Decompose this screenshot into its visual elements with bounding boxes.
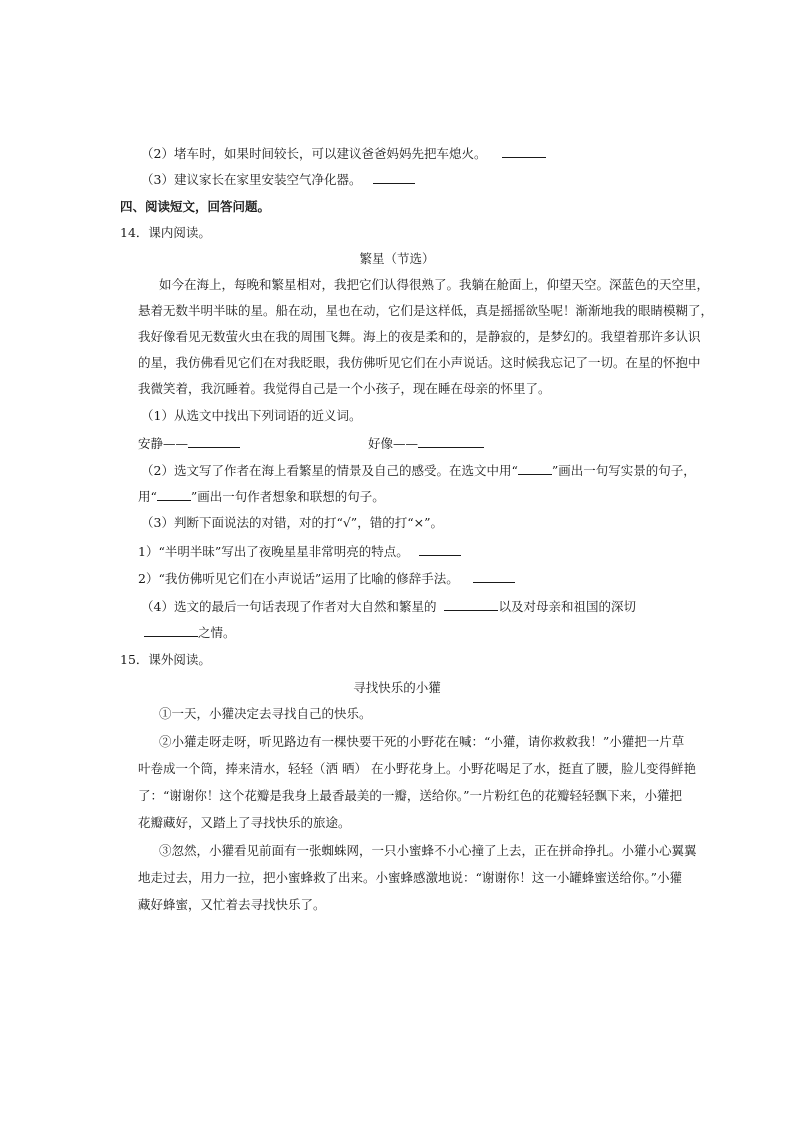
section-heading: 四、阅读短文，回答问题。 [120,199,271,214]
synonym-item-a [138,435,240,452]
story-line: ③忽然，小獾看见前面有一张蜘蛛网，一只小蜜蜂不小心撞了上去，正在拼命挣扎。小獾小心翼翼 [159,843,697,858]
story-line: 花瓣藏好，又踏上了寻找快乐的旅途。 [138,815,351,830]
story-line: ②小獾走呀走呀，听见路边有一棵快要干死的小野花在喊：“小獾，请你救救我！”小獾把一片草 [159,734,685,749]
judge-item-2 [138,570,515,587]
answer-blank[interactable] [419,543,461,556]
answer-blank[interactable] [418,435,484,448]
sub-question-4-tail: 以及对母亲和祖国的深切 [498,599,636,614]
passage-line: 我微笑着，我沉睡着。我觉得自己是一个小孩子，现在睡在母亲的怀里了。 [138,381,551,396]
story-line: 藏好蜂蜜，又忙着去寻找快乐了。 [138,897,326,912]
sub-question-4-text: （4）选文的最后一句话表现了作者对大自然和繁星的 [141,599,437,614]
story-line: 地走过去，用力一拉，把小蜜蜂救了出来。小蜜蜂感激地说：“谢谢你！这一小罐蜂蜜送给你。”小獾 [138,870,683,885]
sub-question-2-text-a: （2）选文写了作者在海上看繁星的情景及自己的感受。在选文中用“ [141,463,518,478]
sub-question-4-end: 之情。 [198,625,236,640]
answer-blank[interactable] [188,435,240,448]
passage-line: 我好像看见无数萤火虫在我的周围飞舞。海上的夜是柔和的，是静寂的，是梦幻的。我望着那许多认识 [138,329,701,344]
judge-item-1 [138,543,461,560]
story-line: 叶卷成一个筒，捧来清水，轻轻（洒 晒） 在小野花身上。小野花喝足了水，挺直了腰，脸儿变得鲜艳 [138,761,696,776]
answer-blank[interactable] [444,598,498,611]
question-15-label: 15．课外阅读。 [120,652,211,667]
sub-question-2-line-2 [138,488,385,505]
synonym-item-b [368,435,484,452]
q13-item-2 [141,145,546,162]
answer-blank[interactable] [373,171,415,184]
q13-item-3-text: （3）建议家长在家里安装空气净化器。 [141,172,362,187]
sub-question-2-text-c: 用“ [138,489,157,504]
sub-question-1: （1）从选文中找出下列词语的近义词。 [141,408,362,423]
passage-title-xiaohuan: 寻找快乐的小獾 [353,680,441,695]
synonym-word-b: 好像—— [368,436,419,451]
story-paragraph-1: ①一天，小獾决定去寻找自己的快乐。 [159,706,372,721]
synonym-word-a: 安静—— [138,436,189,451]
passage-line: 悬着无数半明半昧的星。船在动，星也在动，它们是这样低，真是摇摇欲坠呢！渐渐地我的眼睛模糊了， [138,303,714,318]
sub-question-4 [141,598,636,615]
answer-blank[interactable] [473,570,515,583]
answer-blank[interactable] [157,488,191,501]
passage-line: 如今在海上，每晚和繁星相对，我把它们认得很熟了。我躺在舱面上，仰望天空。深蓝色的天空里， [159,277,710,292]
sub-question-3: （3）判断下面说法的对错，对的打“√”，错的打“×”。 [141,515,443,530]
passage-title-fanxing: 繁星（节选） [359,251,435,266]
judge-item-2-text: 2）“我仿佛听见它们在小声说话”运用了比喻的修辞手法。 [138,571,459,586]
sub-question-2 [141,462,696,479]
answer-blank[interactable] [502,145,546,158]
sub-question-2-text-b: ”画出一句写实景的句子， [551,463,696,478]
judge-item-1-text: 1）“半明半昧”写出了夜晚星星非常明亮的特点。 [138,544,409,559]
answer-blank[interactable] [144,624,198,637]
answer-blank[interactable] [518,462,552,475]
sub-question-4-line-2 [144,624,236,641]
story-line: 了：“谢谢你！这个花瓣是我身上最香最美的一瓣，送给你。”一片粉红色的花瓣轻轻飘下来，小獾把 [138,788,683,803]
q13-item-3 [141,171,415,188]
passage-line: 的星，我仿佛看见它们在对我眨眼，我仿佛听见它们在小声说话。这时候我忘记了一切。在星的怀抱中 [138,355,701,370]
q13-item-2-text: （2）堵车时，如果时间较长，可以建议爸爸妈妈先把车熄火。 [141,146,487,161]
sub-question-2-text-d: ”画出一句作者想象和联想的句子。 [190,489,385,504]
question-14-label: 14．课内阅读。 [120,225,211,240]
